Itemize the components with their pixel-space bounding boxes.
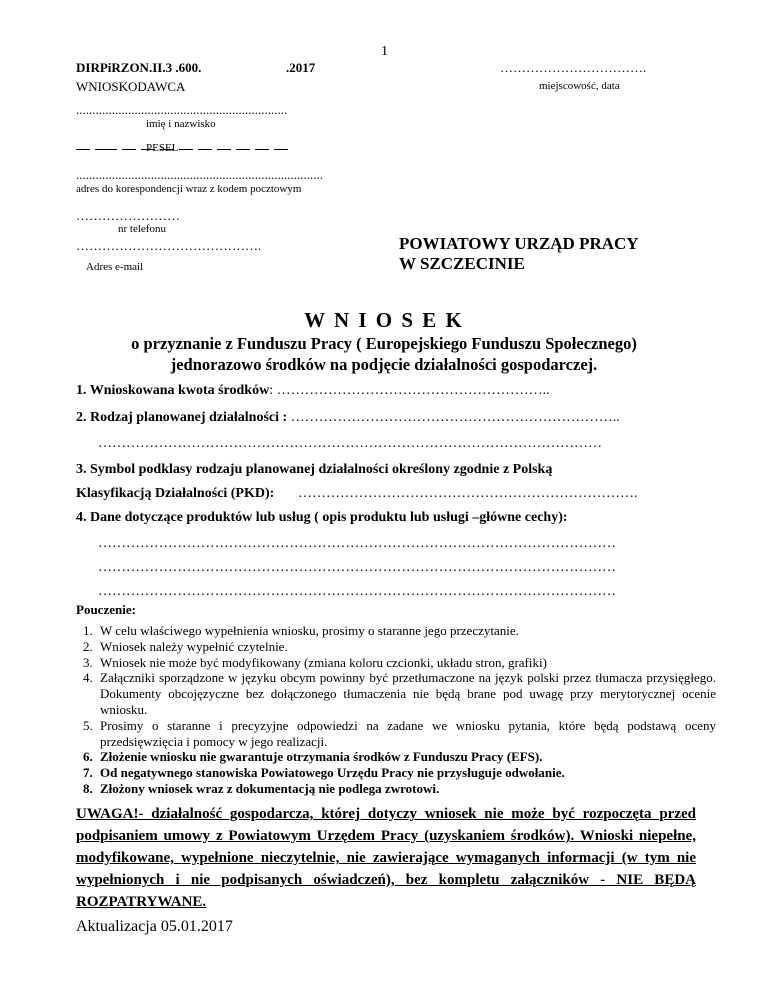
q1-field[interactable]: : …………………………………………………..	[269, 383, 550, 398]
q3-label-line2: Klasyfikacją Działalności (PKD):	[76, 486, 275, 501]
q4-field-line3[interactable]: …………………………………………………………………………………………………	[98, 584, 616, 599]
instruction-item: 8. Złożony wniosek wraz z dokumentacją nie podlega zwrotowi.	[96, 781, 716, 797]
document-subtitle-line1: o przyznanie z Funduszu Pracy ( Europejskiego Funduszu Społecznego)	[131, 334, 637, 353]
q4-field-line1[interactable]: …………………………………………………………………………………………………	[98, 536, 616, 551]
instruction-item: 3. Wniosek nie może być modyfikowany (zmiana koloru czcionki, układu stron, grafiki)	[96, 655, 716, 671]
q3-label-line1: 3. Symbol podklasy rodzaju planowanej działalności określony zgodnie z Polską	[76, 462, 553, 477]
reference-year: .2017	[286, 60, 316, 75]
phone-field[interactable]: ……………………	[76, 208, 180, 223]
phone-label: nr telefonu	[118, 223, 166, 235]
instruction-item: 5. Prosimy o staranne i precyzyjne odpowiedzi na zadane we wniosku pytania, które będą podstawą oceny przedsięwzięcia i pomocy w jego realizacji.	[96, 718, 716, 750]
name-label: imię i nazwisko	[146, 118, 216, 130]
pesel-label: PESEL	[146, 142, 179, 154]
applicant-label: WNIOSKODAWCA	[76, 79, 186, 94]
q4-field-line2[interactable]: …………………………………………………………………………………………………	[98, 560, 616, 575]
q2-field-line2[interactable]: ………………………………………………………………………………………………	[98, 436, 602, 451]
pesel-field[interactable]	[76, 140, 293, 158]
q3-field[interactable]: ……………………………………………………………….	[298, 486, 638, 501]
q2-field[interactable]: ……………………………………………………………..	[287, 410, 620, 425]
place-date-label: miejscowość, data	[539, 80, 620, 92]
office-name-line1: POWIATOWY URZĄD PRACY	[399, 234, 639, 253]
name-field[interactable]: .................................................................	[76, 102, 288, 117]
instruction-item: 2. Wniosek należy wypełnić czytelnie.	[96, 639, 716, 655]
reference-number: DIRPiRZON.II.3 .600.	[76, 60, 202, 75]
address-field[interactable]: ............................................................................	[76, 167, 323, 182]
office-name-line2: W SZCZECINIE	[399, 254, 525, 273]
q4-label: 4. Dane dotyczące produktów lub usług ( opis produktu lub usługi –główne cechy):	[76, 510, 568, 525]
address-label: adres do korespondencji wraz z kodem pocztowym	[76, 183, 302, 195]
email-field[interactable]: …………………………………….	[76, 238, 262, 253]
q1-label: 1. Wnioskowana kwota środków	[76, 383, 270, 398]
instruction-item: 4. Załączniki sporządzone w języku obcym powinny być przetłumaczone na język polski przez tłumacza przysięgłego. Dokumenty obcojęzyczne bez dołączonego tłumaczenia nie będą brane pod uwagę przy merytorycznej ocenie wniosku.	[96, 670, 716, 717]
warning-notice: UWAGA!- działalność gospodarcza, której dotyczy wniosek nie może być rozpoczęta przed podpisaniem umowy z Powiatowym Urzędem Pracy (uzyskaniem środków). Wnioski niepełne, modyfikowane, wypełnione nieczytelnie, nie zawierające wymaganych informacji (w tym nie wypełnionych i nie podpisanych oświadczeń), bez kompletu załączników - NIE BĘDĄ ROZPATRYWANE.	[76, 806, 696, 910]
document-title: W N I O S E K	[304, 308, 464, 332]
instructions-list	[76, 623, 716, 797]
instruction-item: 6. Złożenie wniosku nie gwarantuje otrzymania środków z Funduszu Pracy (EFS).	[96, 749, 716, 765]
update-date: Aktualizacja 05.01.2017	[76, 918, 233, 935]
q2-label: 2. Rodzaj planowanej działalności :	[76, 410, 288, 425]
email-label: Adres e-mail	[86, 261, 144, 273]
document-subtitle-line2: jednorazowo środków na podjęcie działalności gospodarczej.	[170, 355, 598, 374]
place-date-field[interactable]: …………………………….	[500, 60, 647, 75]
instructions-title: Pouczenie:	[76, 602, 136, 617]
instruction-item: 7. Od negatywnego stanowiska Powiatowego Urzędu Pracy nie przysługuje odwołanie.	[96, 765, 716, 781]
instruction-item: 1. W celu właściwego wypełnienia wniosku, prosimy o staranne jego przeczytanie.	[96, 623, 716, 639]
page-number: 1	[381, 44, 388, 59]
